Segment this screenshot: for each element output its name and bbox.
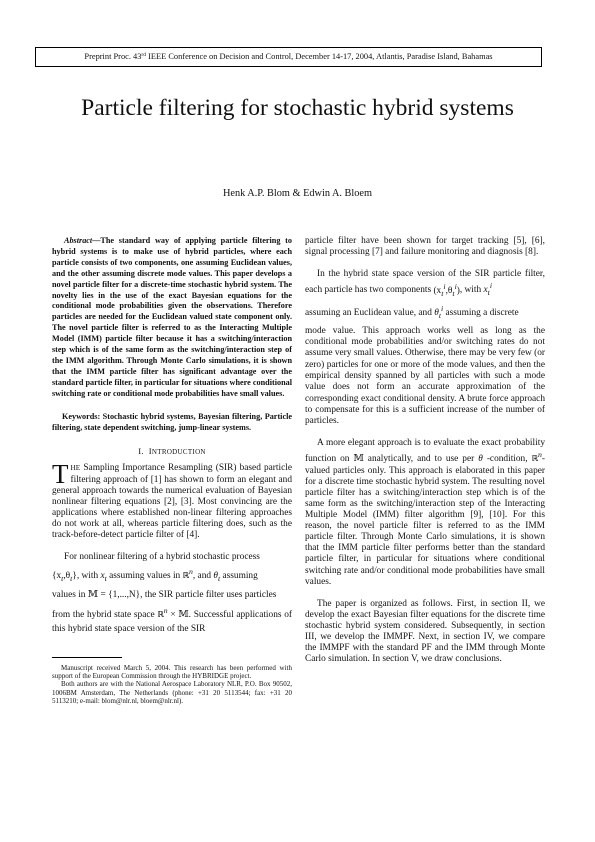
abstract [52, 236, 292, 400]
particle-pair-symbol: $(x_t^i,\theta_t^i)$ [433, 281, 460, 298]
drop-cap: T [52, 459, 69, 490]
mode-set-symbol-2: 𝕄 [353, 454, 364, 465]
preprint-text-end: IEEE Conference on Decision and Control, December 14-17, 2004, Atlantis, Paradise Island, Bahamas [146, 52, 493, 61]
paper-authors: Henk A.P. Blom & Edwin A. Bloem [222, 188, 373, 199]
preprint-text-start: Preprint Proc. 43 [84, 52, 142, 61]
particle-theta-symbol: θ [434, 307, 439, 318]
theta-condition-symbol: θ [478, 454, 483, 465]
abstract-lead: Abstract [64, 236, 93, 245]
footnote-rule [52, 657, 122, 658]
intro-p2-math-line-3: from the hybrid state space ℝ$^n$ × 𝕄. Successful applications of this hybrid state space version of the SIR [52, 606, 292, 635]
intro-smallcaps: HE [70, 463, 81, 473]
intro-p2-math-line-2: values in 𝕄 = {1,...,N}, the SIR particle filter uses particles [52, 590, 277, 601]
right-paragraph-3: The paper is organized as follows. First, in section II, we develop the exact Bayesian filter equations for the discrete time stochastic hybrid system considered. Subsequently, in section III, we develop the IMMPF. Next, in section IV, we compare the IMMPF with the standard PF and the IMM through Monte Carlo simulation. In section V, we draw conclusions. [305, 598, 545, 665]
keywords: Keywords: Stochastic hybrid systems, Bayesian filtering, Particle filtering, state dependent switching, jump-linear systems. [52, 411, 292, 432]
mode-set-symbol: 𝕄 = {1,...,N} [87, 590, 141, 601]
real-space-symbol-2: ℝ [531, 454, 538, 464]
right-column [305, 236, 545, 665]
x-symbol: x [100, 571, 105, 582]
paper-title: Particle filtering for stochastic hybrid systems [81, 95, 514, 121]
preprint-superscript: rd [141, 52, 147, 58]
abstract-text: —The standard way of applying particle filtering to hybrid systems is to make use of hybrid particles, where each particle consists of two components, one assuming Euclidean values, and the other assuming discrete mode values. This paper develops a novel particle filter for a discrete-time stochastic hybrid system. The novelty lies in the use of the exact Bayesian equations for the conditional mode probabilities given the observations. Therefore particles are needed for the Euclidean valued state component only. The novel particle filter is referred to as the Interacting Multiple Model (IMM) particle filter because it has a switching/interaction step which is of the same form as the switching/interaction step of the IMM algorithm. Through Monte Carlo simulations, it is shown that the IMM particle filter has significant advantage over the standard particle filter, in particular for situations where conditional switching rate or conditional mode probabilities have small values. [52, 236, 292, 398]
section-title-initial: I [148, 446, 152, 457]
preprint-header [35, 47, 542, 67]
right-paragraph-2: A more elegant approach is to evaluate the exact probability function on 𝕄 analytically, and to use per θ -condition, ℝ$^n$-valued particles only. This approach is elaborated in this paper for a discrete time stochastic hybrid system. The resulting novel particle filter has a switching/interaction step which is of the same form as the switching/interaction step of the Interacting Multiple Model (IMM) filter algorithm [9], [10]. For this reason, the novel particle filter is referred to as the IMM particle filter. Through Monte Carlo simulations, it is shown that the IMM particle filter performs better than the standard particle filter, in particular for situations where conditional switching rate and/or conditional mode probabilities have small values. [305, 438, 545, 587]
left-column [52, 236, 292, 636]
particle-x-symbol: x [483, 285, 488, 296]
right-paragraph-1: In the hybrid state space version of the SIR particle filter, each particle has two components $(x_t^i,\theta_t^i)$, with $x_t^i$ assuming an Euclidean value, and $\theta_t^i$ assuming a discrete mode value. This approach works well as long as the conditional mode probabilities and/or switching rates do not assume very small values. Otherwise, there may be very few (or zero) particles for one or more of the mode values, and then the empirical density spanned by all particles with such a mode value does not form an accurate approximation of the corresponding exact conditional density. A brute force approach to compensate for this is a sufficient increase of the number of particles. [305, 269, 545, 427]
intro-paragraph-2 [52, 552, 292, 636]
footnotes [52, 664, 292, 705]
right-p1-math-line: assuming an Euclidean value, and $\theta_t^i$ assuming a discrete [305, 303, 519, 320]
intro-p2-math-line-1: $\{x_t,\theta_t\}$, with $x_t$ assuming values in ℝ$^n$, and $\theta_t$ assuming [52, 567, 258, 584]
intro-p2-a: For nonlinear filtering of a hybrid stochastic process [64, 552, 260, 563]
section-number: I. [138, 446, 144, 457]
footnote-manuscript: Manuscript received March 5, 2004. This research has been performed with support of the European Commission through the HYBRIDGE project. [52, 664, 292, 681]
right-paragraph-0: particle filter have been shown for target tracking [5], [6], signal processing [7] and failure monitoring and diagnosis [8]. [305, 236, 545, 258]
hybrid-process-symbol: $\{x_t,\theta_t\}$ [52, 571, 77, 584]
footnote-affiliation: Both authors are with the National Aerospace Laboratory NLR, P.O. Box 90502, 1006BM Amsterdam, The Netherlands (phone: +31 20 5113544; fax: +31 20 5113210; e-mail: blom@nlr.nl, bloem@nlr.nl). [52, 680, 292, 705]
intro-text-1: Sampling Importance Resampling (SIR) based particle filtering approach of [1] has shown to form an elegant and general approach towards the numerical evaluation of Bayesian nonlinear filtering equations [2], [3]. Most convincing are the applications where established non-linear filtering approaches do not work at all, whereas particle filtering does, such as the track-before-detect particle filter of [4]. [52, 463, 292, 540]
theta-symbol: θ [213, 571, 218, 582]
section-heading-introduction [52, 446, 292, 458]
section-title-rest: NTRODUCTION [151, 448, 206, 457]
intro-paragraph-1 [52, 459, 292, 541]
real-space-symbol: ℝ [182, 571, 189, 581]
